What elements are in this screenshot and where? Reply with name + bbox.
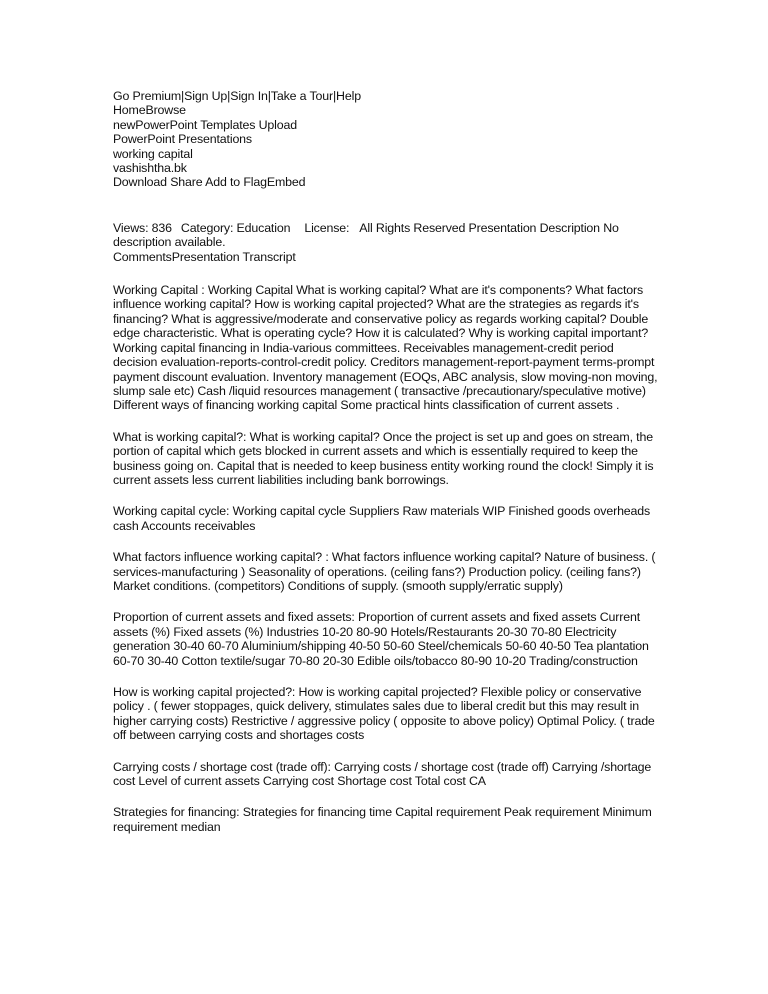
templates-upload-link[interactable]: newPowerPoint Templates Upload xyxy=(113,117,297,132)
views-count: Views: 836 xyxy=(113,220,172,235)
description-text: description available. xyxy=(113,235,226,250)
transcript-slide-7: Carrying costs / shortage cost (trade off): Carrying costs / shortage cost (trade off) Carrying /shortage cost Level of current assets Carrying cost Shortage cost Total cost CA xyxy=(113,759,652,789)
action-links[interactable]: Download Share Add to FlagEmbed xyxy=(113,175,306,190)
transcript-slide-6: How is working capital projected?: How is working capital projected? Flexible policy or conservative policy . ( fewer stoppages, quick delivery, stimulates sales due to liberal credit but this may result in higher carrying costs) Restrictive / aggressive policy ( opposite to above policy) Optimal Policy. ( trade off between carrying costs and shortages costs xyxy=(113,685,655,743)
transcript-slide-3: Working capital cycle: Working capital cycle Suppliers Raw materials WIP Finished goods overheads cash Accounts receivables xyxy=(113,504,651,533)
presentation-title: working capital xyxy=(113,146,193,161)
transcript-slide-1: Working Capital : Working Capital What is working capital? What are it's components? What factors influence working capital? How is working capital projected? What are the strategies as regards it's financing? What is aggressive/moderate and conservative policy as regards working capital? Double edge characteristic. What is operating cycle? How it is calculated? Why is working capital important? Working capital financing in India-various committees. Receivables management-credit period decision evaluation-reports-control-credit policy. Creditors management-report-payment terms-prompt payment discount evaluation. Inventory management (EOQs, ABC analysis, slow moving-non moving, slump sale etc) Cash /liquid resources management ( transactive /precautionary/speculative motive) Different ways of financing working capital Some practical hints classification of current assets . xyxy=(113,283,658,413)
transcript-slide-2: What is working capital?: What is working capital? Once the project is set up and goes on stream, the portion of capital which gets blocked in current assets and which is essentially required to keep the business going on. Capital that is needed to keep business entity working round the clock! Simply it is current assets less current liabilities including bank borrowings. xyxy=(113,429,654,487)
transcript-slide-8: Strategies for financing: Strategies for financing time Capital requirement Peak requirement Minimum requirement median xyxy=(113,805,652,834)
license-label: License: xyxy=(304,220,350,235)
comments-transcript-tabs[interactable]: CommentsPresentation Transcript xyxy=(113,249,296,264)
category-label: Category: Education xyxy=(180,220,291,235)
document-page xyxy=(113,89,658,834)
transcript-slide-4: What factors influence working capital? : What factors influence working capital? Nature of business. ( services-manufacturing ) Seasonality of operations. (ceiling fans?) Production policy. (ceiling fans?) Market conditions. (competitors) Conditions of supply. (smooth supply/erratic supply) xyxy=(113,550,656,593)
presentations-link[interactable]: PowerPoint Presentations xyxy=(113,132,252,147)
home-browse-link[interactable]: HomeBrowse xyxy=(113,103,186,118)
author-name[interactable]: vashishtha.bk xyxy=(113,161,187,176)
top-nav-links[interactable]: Go Premium|Sign Up|Sign In|Take a Tour|Help xyxy=(113,89,361,103)
meta-row xyxy=(113,221,658,235)
rights-description: All Rights Reserved Presentation Description No xyxy=(359,220,619,235)
transcript-slide-5: Proportion of current assets and fixed assets: Proportion of current assets and fixed assets Current assets (%) Fixed assets (%) Industries 10-20 80-90 Hotels/Restaurants 20-30 70-80 Electricity generation 30-40 60-70 Aluminium/shipping 40-50 50-60 Steel/chemicals 50-60 40-50 Tea plantation 60-70 30-40 Cotton textile/sugar 70-80 20-30 Edible oils/tobacco 80-90 10-20 Trading/construction xyxy=(113,610,649,668)
